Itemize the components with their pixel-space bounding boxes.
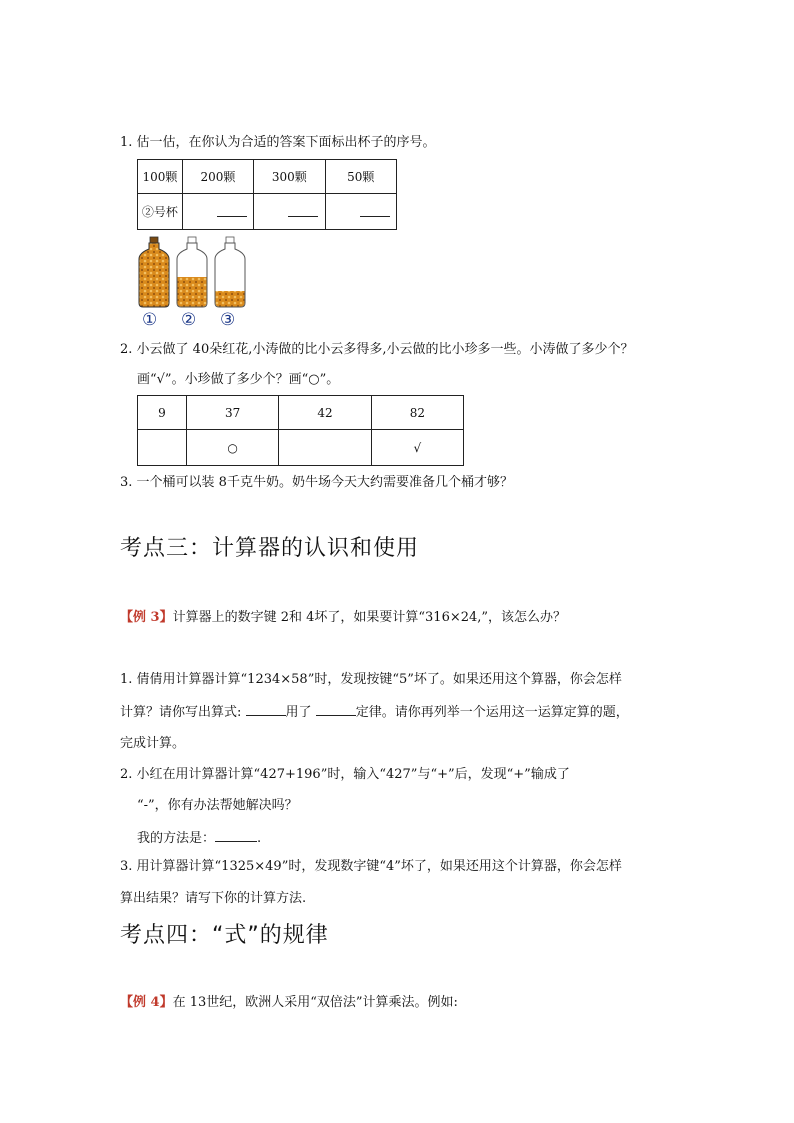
table-header-cell: 42 (279, 396, 371, 430)
bottle-label: ① (142, 310, 158, 330)
table-header-cell: 82 (371, 396, 463, 430)
bottle-full-icon (139, 237, 169, 307)
problem-1-line2 (120, 703, 629, 722)
problem-3-line1: 3. 用计算器计算“1325×49”时，发现数字键“4”坏了，如果还用这个计算器，你会怎样 (120, 859, 622, 874)
problem-1-used: 用了 (285, 705, 312, 720)
section-3-title: 考点三：计算器的认识和使用 (120, 536, 420, 561)
example-tag: 【例 4】 (120, 995, 173, 1010)
example-tag: 【例 3】 (120, 610, 173, 625)
bottle-half-icon (177, 237, 207, 307)
answer-cell[interactable] (182, 194, 253, 230)
answer-blank[interactable] (217, 204, 247, 217)
question-2-line2: 画“√”。小珍做了多少个？画“○”。 (137, 372, 340, 387)
mark-cell[interactable]: √ (371, 430, 463, 466)
problem-1-line3: 完成计算。 (120, 736, 186, 751)
table-header-cell: 100颗 (138, 160, 183, 194)
period: . (257, 831, 262, 846)
problem-1-rest: 定律。请你再列举一个运用这一运算定算的题， (355, 705, 629, 720)
table-header-cell: 200颗 (182, 160, 253, 194)
section-4-title: 考点四：“式”的规律 (120, 923, 329, 948)
answer-blank[interactable] (288, 204, 318, 217)
bottles-illustration (137, 235, 247, 330)
problem-1-line1: 1. 倩倩用计算器计算“1234×58”时，发现按键“5”坏了。如果还用这个算器，你会怎样 (120, 672, 622, 687)
estimate-table (137, 159, 397, 230)
flowers-table (137, 395, 464, 466)
table-header-cell: 37 (187, 396, 279, 430)
law-blank[interactable] (316, 703, 356, 716)
mark-cell[interactable] (279, 430, 371, 466)
problem-2-line1: 2. 小红在用计算器计算“427+196”时，输入“427”与“+”后，发现“+”输成了 (120, 767, 570, 782)
formula-blank[interactable] (246, 703, 286, 716)
question-3-text: 3. 一个桶可以装 8千克牛奶。奶牛场今天大约需要准备几个桶才够？ (120, 475, 513, 490)
example-4-text: 在 13世纪，欧洲人采用“双倍法”计算乘法。例如: (172, 995, 458, 1010)
bottle-label: ③ (220, 310, 236, 330)
mark-cell[interactable]: ○ (187, 430, 279, 466)
mark-cell[interactable] (138, 430, 187, 466)
problem-1-prompt: 计算？请你写出算式: (120, 705, 242, 720)
question-2-line1: 2. 小云做了 40朵红花,小涛做的比小云多得多,小云做的比小珍多一些。小涛做了多少个？ (120, 342, 634, 357)
example-3 (120, 609, 566, 627)
cup-row-label: ②号杯 (138, 194, 183, 230)
question-1-text: 1. 估一估，在你认为合适的答案下面标出杯子的序号。 (120, 135, 436, 150)
bottle-low-icon (215, 237, 245, 307)
method-blank[interactable] (215, 829, 257, 842)
problem-2-line2: “-”，你有办法帮她解决吗？ (137, 798, 298, 813)
method-label: 我的方法是： (137, 831, 216, 846)
bottle-label: ② (181, 310, 197, 330)
problem-3-line2: 算出结果？请写下你的计算方法. (120, 891, 307, 906)
table-header-cell: 9 (138, 396, 187, 430)
table-header-cell: 300颗 (254, 160, 325, 194)
problem-2-line3 (137, 829, 261, 848)
table-header-cell: 50颗 (325, 160, 396, 194)
answer-cell[interactable] (325, 194, 396, 230)
answer-blank[interactable] (360, 204, 390, 217)
answer-cell[interactable] (254, 194, 325, 230)
example-4 (120, 994, 458, 1012)
example-3-text: 计算器上的数字键 2和 4坏了，如果要计算“316×24,”，该怎么办？ (172, 610, 567, 625)
